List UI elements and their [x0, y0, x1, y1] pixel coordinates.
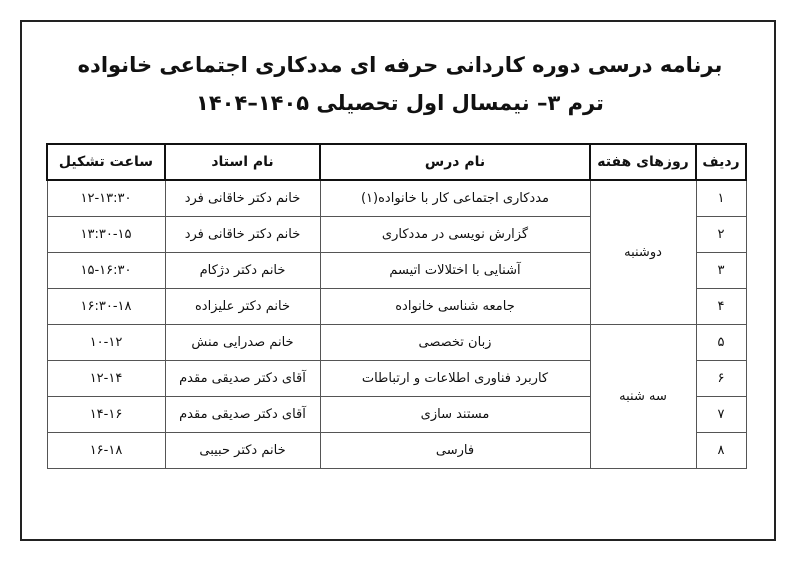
teacher-name: خانم دکتر خاقانی فرد	[165, 217, 320, 253]
course-name: آشنایی با اختلالات اتیسم	[320, 253, 590, 289]
teacher-name: خانم دکتر خاقانی فرد	[165, 180, 320, 217]
class-time: ۱۶-۱۸	[47, 433, 165, 469]
row-number: ۳	[696, 253, 746, 289]
teacher-name: آقای دکتر صدیقی مقدم	[165, 397, 320, 433]
row-number: ۱	[696, 180, 746, 217]
course-name: فارسی	[320, 433, 590, 469]
class-time: ۱۵-۱۶:۳۰	[47, 253, 165, 289]
weekday-cell: دوشنبه	[590, 180, 696, 325]
header-course: نام درس	[320, 144, 590, 180]
class-time: ۱۲-۱۳:۳۰	[47, 180, 165, 217]
weekday-cell: سه شنبه	[590, 325, 696, 469]
class-time: ۱۴-۱۶	[47, 397, 165, 433]
row-number: ۶	[696, 361, 746, 397]
course-name: کاربرد فناوری اطلاعات و ارتباطات	[320, 361, 590, 397]
course-name: زبان تخصصی	[320, 325, 590, 361]
course-name: مستند سازی	[320, 397, 590, 433]
course-name: گزارش نویسی در مددکاری	[320, 217, 590, 253]
header-time: ساعت تشکیل	[47, 144, 165, 180]
teacher-name: خانم صدرایی منش	[165, 325, 320, 361]
row-number: ۵	[696, 325, 746, 361]
table-row	[47, 325, 746, 361]
table-row	[47, 180, 746, 217]
schedule-table	[46, 143, 747, 469]
teacher-name: آقای دکتر صدیقی مقدم	[165, 361, 320, 397]
course-name: جامعه شناسی خانواده	[320, 289, 590, 325]
row-number: ۷	[696, 397, 746, 433]
header-weekday: روزهای هفته	[590, 144, 696, 180]
teacher-name: خانم دکتر دژکام	[165, 253, 320, 289]
row-number: ۲	[696, 217, 746, 253]
class-time: ۱۲-۱۴	[47, 361, 165, 397]
row-number: ۸	[696, 433, 746, 469]
document-title: برنامه درسی دوره کاردانی حرفه ای مددکاری اجتماعی خانواده	[77, 53, 723, 77]
document-subtitle: ترم ۳– نیمسال اول تحصیلی ۱۴۰۵–۱۴۰۴	[196, 91, 604, 115]
class-time: ۱۶:۳۰-۱۸	[47, 289, 165, 325]
course-name: مددکاری اجتماعی کار با خانواده(۱)	[320, 180, 590, 217]
teacher-name: خانم دکتر علیزاده	[165, 289, 320, 325]
header-row-number: ردیف	[696, 144, 746, 180]
table-header-row	[47, 144, 746, 180]
class-time: ۱۰-۱۲	[47, 325, 165, 361]
teacher-name: خانم دکتر حبیبی	[165, 433, 320, 469]
row-number: ۴	[696, 289, 746, 325]
header-teacher: نام استاد	[165, 144, 320, 180]
class-time: ۱۳:۳۰-۱۵	[47, 217, 165, 253]
